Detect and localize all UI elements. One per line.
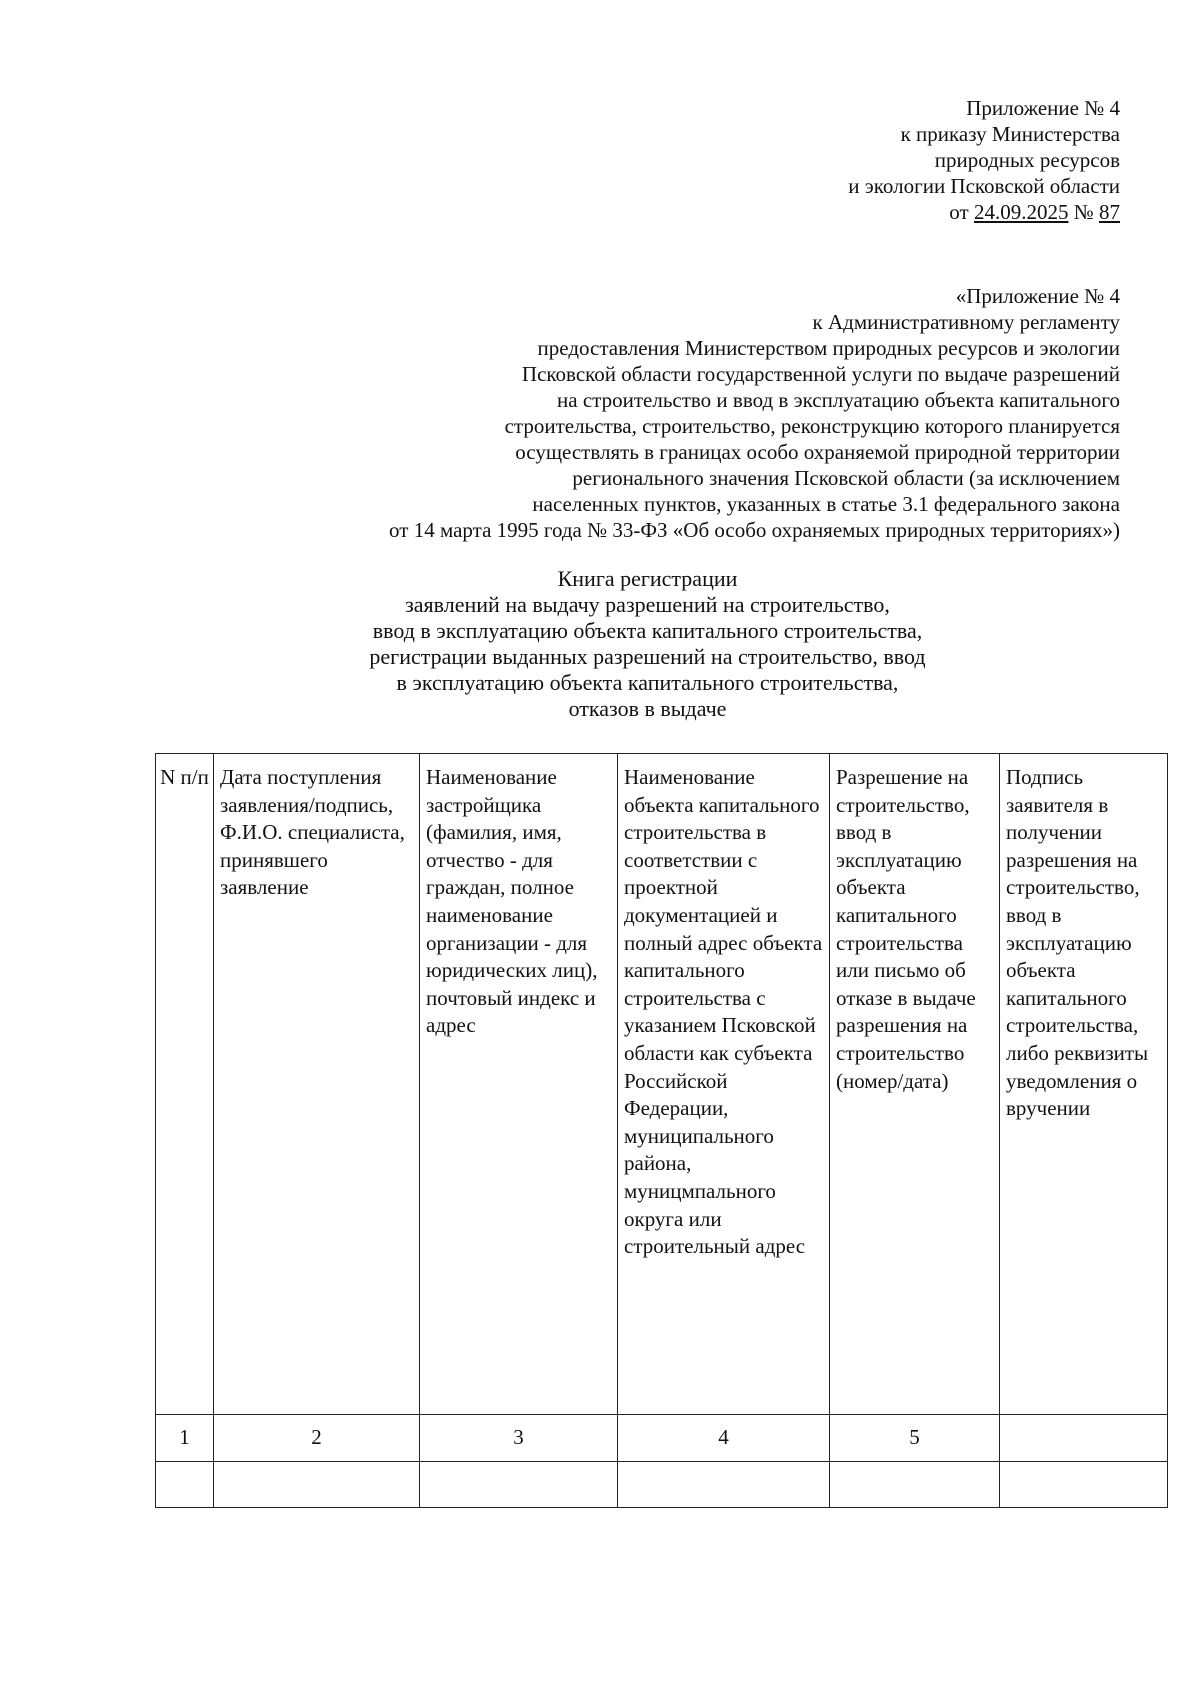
order-number: 87 bbox=[1099, 200, 1120, 224]
column-number-cell: 3 bbox=[420, 1415, 618, 1462]
order-reference-line: Приложение № 4 bbox=[966, 96, 1120, 120]
header-cell-number: N п/п bbox=[156, 754, 214, 1415]
regulation-reference-line: к Административному регламенту bbox=[812, 310, 1120, 334]
header-cell-permit: Разрешение на строительство, ввод в эксплуатацию объекта капитального строительства или письмо об отказе в выдаче разрешения на строительство (номер/дата) bbox=[830, 754, 1000, 1415]
book-title-line: Книга регистрации bbox=[557, 566, 738, 591]
regulation-reference-line: осуществлять в границах особо охраняемой природной территории bbox=[515, 440, 1120, 464]
column-number-row bbox=[156, 1415, 1168, 1462]
regulation-reference-line: «Приложение № 4 bbox=[955, 284, 1120, 308]
column-number-cell: 2 bbox=[214, 1415, 420, 1462]
book-title-line: заявлений на выдачу разрешений на строительство, bbox=[405, 592, 890, 617]
column-number-cell: 4 bbox=[618, 1415, 830, 1462]
regulation-reference-line: предоставления Министерством природных ресурсов и экологии bbox=[537, 336, 1120, 360]
order-date-prefix: от bbox=[949, 200, 969, 224]
regulation-reference bbox=[389, 283, 1120, 543]
regulation-reference-line: на строительство и ввод в эксплуатацию объекта капитального bbox=[557, 388, 1120, 412]
book-title-line: отказов в выдаче bbox=[568, 696, 727, 721]
registration-table bbox=[155, 753, 1168, 1508]
book-title bbox=[140, 566, 1155, 722]
order-reference-line: и экологии Псковской области bbox=[848, 174, 1120, 198]
order-date-line bbox=[848, 199, 1120, 225]
regulation-reference-line: Псковской области государственной услуги по выдаче разрешений bbox=[521, 362, 1120, 386]
table-header-row bbox=[156, 754, 1168, 1415]
book-title-line: в эксплуатацию объекта капитального строительства, bbox=[396, 670, 899, 695]
order-reference-line: к приказу Министерства bbox=[900, 122, 1120, 146]
column-number-cell: 5 bbox=[830, 1415, 1000, 1462]
table-cell bbox=[214, 1462, 420, 1508]
header-cell-developer: Наименование застройщика (фамилия, имя, отчество - для граждан, полное наименование организации - для юридических лиц), почтовый индекс и адрес bbox=[420, 754, 618, 1415]
order-reference-line: природных ресурсов bbox=[934, 148, 1120, 172]
regulation-reference-line: регионального значения Псковской области (за исключением bbox=[572, 466, 1120, 490]
column-number-cell bbox=[1000, 1415, 1168, 1462]
table-cell bbox=[1000, 1462, 1168, 1508]
order-reference bbox=[848, 95, 1120, 225]
book-title-line: ввод в эксплуатацию объекта капитального строительства, bbox=[372, 618, 923, 643]
header-cell-date: Дата поступления заявления/подпись, Ф.И.О. специалиста, принявшего заявление bbox=[214, 754, 420, 1415]
header-cell-signature: Подпись заявителя в получении разрешения на строительство, ввод в эксплуатацию объекта капитального строительства, либо реквизиты уведомления о вручении bbox=[1000, 754, 1168, 1415]
table-row bbox=[156, 1462, 1168, 1508]
table-cell bbox=[618, 1462, 830, 1508]
book-title-line: регистрации выданных разрешений на строительство, ввод bbox=[369, 644, 926, 669]
table-cell bbox=[156, 1462, 214, 1508]
table-cell bbox=[420, 1462, 618, 1508]
header-cell-object: Наименование объекта капитального строительства в соответствии с проектной документацией и полный адрес объекта капитального строительства с указанием Псковской области как субъекта Российской Федерации, муниципального района, муницмпального округа или строительный адрес bbox=[618, 754, 830, 1415]
regulation-reference-line: от 14 марта 1995 года № 33-ФЗ «Об особо охраняемых природных территориях») bbox=[389, 518, 1120, 542]
order-number-prefix: № bbox=[1073, 200, 1094, 224]
column-number-cell: 1 bbox=[156, 1415, 214, 1462]
order-date: 24.09.2025 bbox=[973, 200, 1069, 224]
regulation-reference-line: строительства, строительство, реконструкцию которого планируется bbox=[504, 414, 1120, 438]
table-cell bbox=[830, 1462, 1000, 1508]
regulation-reference-line: населенных пунктов, указанных в статье 3.1 федерального закона bbox=[532, 492, 1120, 516]
